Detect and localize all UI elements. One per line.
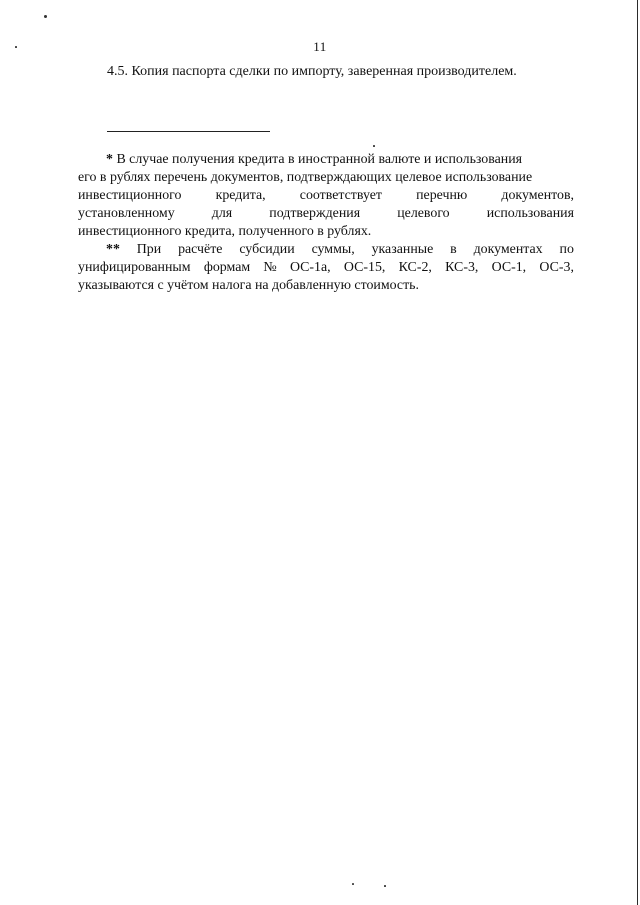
footnote-1-line-1 [78,151,574,169]
page-number: 11 [313,39,327,54]
footnote-word: формам [203,260,251,275]
footnote-word: кредита, [215,188,266,203]
footnote-2-line-1 [78,241,574,259]
footnote-word: ОС-1, [491,260,527,275]
scan-speck [373,145,375,147]
footnote-1-line-2: его в рублях перечень документов, подтверждающих целевое использование [78,170,533,185]
footnote-word: для [211,206,233,221]
footnote-word: установленному [78,206,175,221]
footnote-word: документов, [501,188,574,203]
footnotes [78,151,574,295]
footnote-word: инвестиционного [78,188,182,203]
footnote-1-line-3 [78,187,574,205]
footnote-word: КС-2, [398,260,432,275]
scan-speck [44,15,47,18]
footnote-word: При [136,242,162,257]
footnote-word: КС-3, [445,260,479,275]
footnote-1-line-4 [78,205,574,223]
footnote-1-line-5: инвестиционного кредита, полученного в рублях. [78,224,372,239]
footnote-word: соответствует [299,188,382,203]
scan-speck [352,883,354,885]
item-4-5: 4.5. Копия паспорта сделки по импорту, заверенная производителем. [107,64,517,79]
footnote-word: № [263,260,277,275]
footnote-word: документах [473,242,543,257]
footnote-word: расчёте [178,242,223,257]
footnote-1-line-1-text: В случае получения кредита в иностранной валюте и использования [116,152,523,167]
footnote-word: суммы, [311,242,355,257]
footnote-word: использования [486,206,574,221]
footnote-2-line-3: указываются с учётом налога на добавленную стоимость. [78,278,419,293]
footnote-word: ОС-3, [539,260,574,275]
footnote-2-line-2 [78,259,574,277]
footnote-word: указанные [371,242,434,257]
footnote-word: ОС-15, [343,260,386,275]
scan-speck [384,885,386,887]
footnote-word: субсидии [239,242,295,257]
scan-edge-line [637,0,639,905]
footnote-word: по [559,242,574,257]
footnote-word: перечню [416,188,468,203]
footnote-1 [78,151,574,169]
footnote-2-mark: ** [106,242,120,257]
footnote-word: унифицированным [78,260,191,275]
footnote-word: ОС-1а, [289,260,331,275]
footnote-word: подтверждения [269,206,361,221]
footnote-1-mark: * [106,152,113,167]
footnote-separator [107,131,270,132]
footnote-1-body [78,169,574,241]
footnote-word: в [450,242,457,257]
footnote-word: целевого [397,206,450,221]
